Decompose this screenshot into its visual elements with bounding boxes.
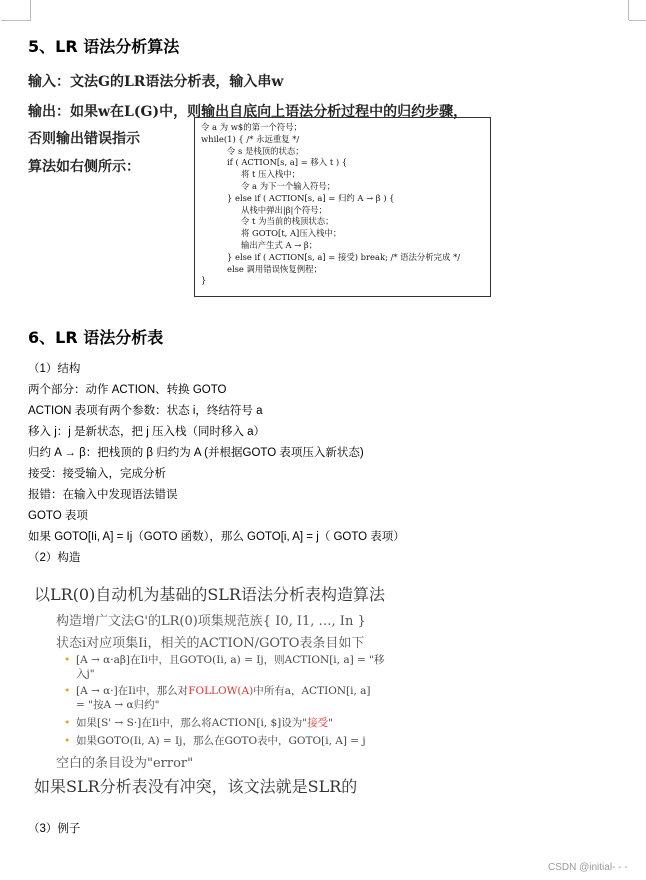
slr-title: 以LR(0)自动机为基础的SLR语法分析表构造算法 bbox=[34, 585, 385, 604]
sec6-line: 移入 j：j 是新状态，把 j 压入栈（同时移入 a） bbox=[28, 426, 266, 438]
watermark: CSDN @initial- - - bbox=[548, 862, 628, 873]
algo-output-2: 否则输出错误指示 bbox=[28, 131, 140, 147]
sec6-line: GOTO 表项 bbox=[28, 510, 88, 522]
slr-bullet: • [A → α·]在Ii中，那么对FOLLOW(A)中所有a，ACTION[i, a] bbox=[64, 685, 371, 697]
sec6-line: （1）结构 bbox=[28, 363, 81, 375]
slr-step: 构造增广文法G'的LR(0)项集规范族{ I0, I1, …, In } bbox=[56, 614, 366, 629]
algo-output: 输出：如果w在L(G)中，则输出自底向上语法分析过程中的归约步骤， bbox=[28, 104, 468, 120]
algo-line: 令 t 为当前的栈顶状态； bbox=[241, 216, 334, 227]
algo-line: if ( ACTION[s, a] = 移入 t ) { bbox=[227, 157, 348, 168]
corner-mark-left bbox=[30, 0, 31, 20]
sec6-line: 如果 GOTO[Ii, A] = Ij（GOTO 函数），那么 GOTO[i, A] = j（ GOTO 表项） bbox=[28, 531, 405, 543]
algo-line: } else if ( ACTION[s, a] = 接受) break; /* 语法分析完成 */ bbox=[227, 251, 461, 262]
algo-line: 从栈中弹出|β|个符号； bbox=[241, 204, 327, 215]
slr-step: 空白的条目设为"error" bbox=[56, 756, 194, 771]
algo-line: else 调用错误恢复例程； bbox=[227, 263, 322, 274]
sec6-line: ACTION 表项有两个参数：状态 i，终结符号 a bbox=[28, 405, 263, 417]
sec6-line: 两个部分：动作 ACTION、转换 GOTO bbox=[28, 384, 227, 396]
bullet-dot-icon: • bbox=[64, 735, 71, 747]
example-heading: （3）例子 bbox=[28, 823, 81, 835]
slr-conclusion: 如果SLR分析表没有冲突，该文法就是SLR的 bbox=[34, 777, 358, 796]
slr-bullet: • 如果[S' → S·]在Ii中，那么将ACTION[i, $]设为"接受" bbox=[64, 717, 333, 729]
algo-line: 令 a 为 w$的第一个符号； bbox=[201, 122, 302, 132]
algo-line: while(1) { /* 永远重复 */ bbox=[201, 133, 300, 144]
section-5-title: 5、LR 语法分析算法 bbox=[28, 37, 180, 56]
algo-input: 输入：文法G的LR语法分析表，输入串w bbox=[28, 74, 284, 90]
algo-line: } else if ( ACTION[s, a] = 归约 A → β ) { bbox=[227, 192, 395, 203]
bullet-dot-icon: • bbox=[64, 717, 71, 729]
algo-label: 算法如右侧所示： bbox=[28, 159, 140, 175]
slr-construction-figure bbox=[28, 578, 428, 798]
algo-line: 令 a 为下一个输入符号； bbox=[241, 180, 336, 191]
bullet-dot-icon: • bbox=[64, 654, 71, 666]
slr-bullet-cont: 入j" bbox=[76, 668, 95, 680]
slr-bullet-cont: = "按A → α归约" bbox=[76, 699, 160, 711]
corner-mark-right bbox=[628, 0, 629, 20]
slr-bullet: • [A → α·aβ]在Ii中，且GOTO(Ii, a) = Ij，则ACTION[i, a] = "移 bbox=[64, 654, 385, 666]
sec6-line: 归约 A → β：把栈顶的 β 归约为 A (并根据GOTO 表项压入新状态) bbox=[28, 447, 364, 459]
slr-step: 状态i对应项集Ii，相关的ACTION/GOTO表条目如下 bbox=[56, 636, 365, 651]
section-6-title: 6、LR 语法分析表 bbox=[28, 328, 164, 347]
algo-line: 输出产生式 A → β； bbox=[241, 239, 318, 250]
algo-line: } bbox=[201, 275, 207, 286]
algo-line: 令 s 是栈顶的状态； bbox=[227, 145, 304, 156]
algorithm-box bbox=[194, 117, 491, 297]
slr-bullet: • 如果GOTO(Ii, A) = Ij，那么在GOTO表中，GOTO[i, A] = j bbox=[64, 735, 366, 747]
sec6-line: 报错：在输入中发现语法错误 bbox=[28, 489, 178, 501]
algo-line: 将 GOTO[t, A]压入栈中； bbox=[241, 228, 342, 239]
bullet-dot-icon: • bbox=[64, 685, 71, 697]
sec6-line: （2）构造 bbox=[28, 552, 81, 564]
algo-line: 将 t 压入栈中； bbox=[241, 169, 300, 180]
sec6-line: 接受：接受输入，完成分析 bbox=[28, 468, 166, 480]
